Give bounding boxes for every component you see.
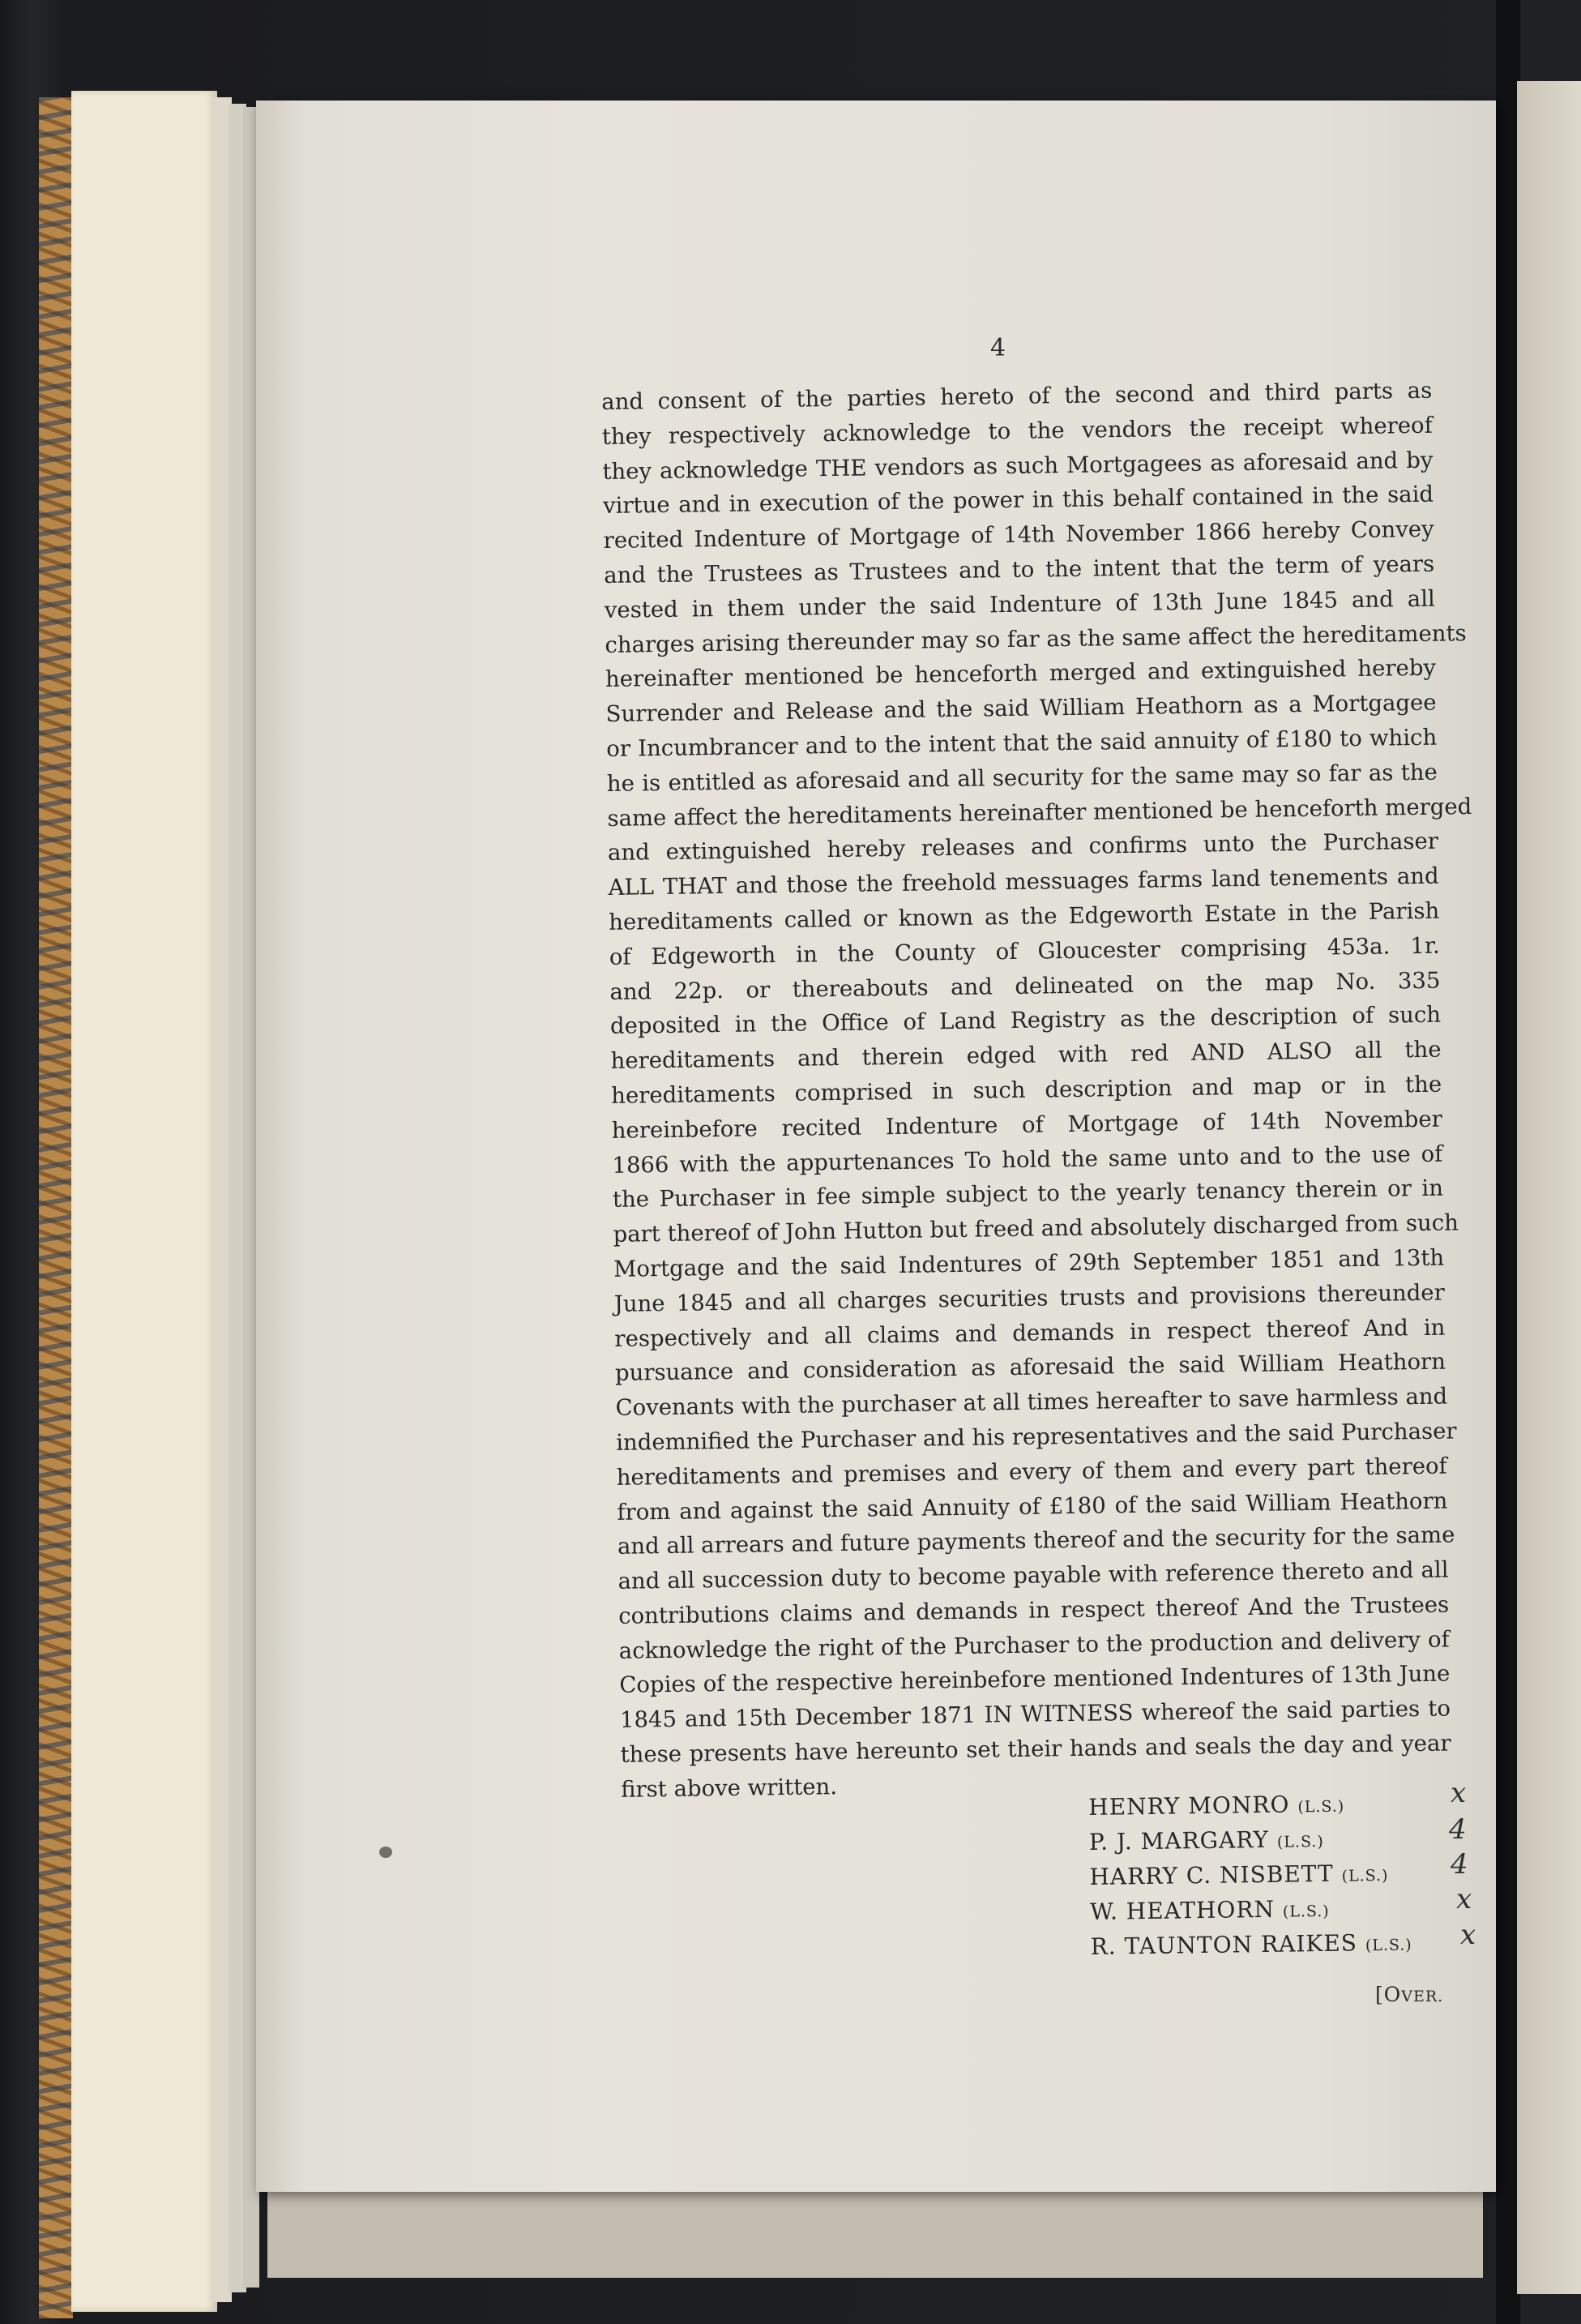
text-line: Covenants with the purchaser at all times hereafter to save harmless and — [615, 1383, 1448, 1421]
seal-mark: (L.S.) — [1341, 1866, 1389, 1885]
text-line: he is entitled as aforesaid and all security for the same may so far as the — [606, 759, 1438, 797]
text-line: Surrender and Release and the said William Heathorn as a Mortgagee — [605, 689, 1437, 728]
signatory-name: HENRY MONRO — [1088, 1791, 1290, 1821]
text-line: Copies of the respective hereinbefore mentioned Indentures of 13th June — [619, 1661, 1451, 1699]
next-leaf-edge — [1517, 81, 1581, 2294]
ink-smudge — [379, 1847, 392, 1858]
signature-line — [1089, 1855, 1412, 1894]
underlying-leaf — [267, 2189, 1483, 2278]
signature-line — [1090, 1890, 1412, 1929]
text-line: virtue and in execution of the power in this behalf contained in the said — [602, 481, 1434, 520]
text-line: part thereof of John Hutton but freed and absolutely discharged from such — [613, 1209, 1459, 1248]
text-line: and extinguished hereby releases and confirms unto the Purchaser — [607, 828, 1439, 867]
catchword — [1375, 1983, 1443, 2006]
text-line: indemnified the Purchaser and his representatives and the said Purchaser — [615, 1418, 1457, 1456]
signatory-name: P. J. MARGARY — [1088, 1825, 1270, 1855]
text-line: hereditaments and therein edged with red AND ALSO all the — [610, 1036, 1442, 1075]
text-line: 1866 with the appurtenances To hold the same unto and to the use of — [612, 1141, 1443, 1179]
catchword-bracket: [ — [1375, 1983, 1384, 2006]
signatory-name: R. TAUNTON RAIKES — [1090, 1929, 1358, 1960]
text-line: pursuance and consideration as aforesaid the said William Heathorn — [614, 1348, 1446, 1387]
tick-mark: x — [1460, 1919, 1476, 1951]
text-line: acknowledge the right of the Purchaser to the production and delivery of — [618, 1626, 1450, 1664]
text-line: 1845 and 15th December 1871 IN WITNESS whereof the said parties to — [619, 1695, 1451, 1734]
flyleaf — [71, 91, 217, 2312]
text-line: vested in them under the said Indenture of 13th June 1845 and all — [604, 585, 1436, 623]
text-line: of Edgeworth in the County of Gloucester comprising 453a. 1r. — [609, 932, 1440, 970]
text-line: from and against the said Annuity of £180 of the said William Heathorn — [617, 1487, 1448, 1526]
text-line: they respectively acknowledge to the vendors the receipt whereof — [601, 412, 1434, 450]
text-line: respectively and all claims and demands in respect thereof And in — [614, 1314, 1446, 1352]
text-line: the Purchaser in fee simple subject to the yearly tenancy therein or in — [612, 1175, 1444, 1213]
deed-body-text — [601, 374, 1472, 1808]
text-line: first above written. — [620, 1773, 838, 1803]
text-line: and all arrears and future payments thereof and the security for the same — [617, 1522, 1455, 1560]
text-line: contributions claims and demands in respect thereof And the Trustees — [617, 1591, 1450, 1629]
text-line: deposited in the Office of Land Registry as the description of such — [609, 1001, 1442, 1040]
tick-mark: 4 — [1449, 1813, 1467, 1846]
text-line: June 1845 and all charges securities trusts and provisions thereunder — [613, 1279, 1445, 1317]
page-number: 4 — [990, 334, 1006, 362]
text-line: they acknowledge THE vendors as such Mortgagees as aforesaid and by — [602, 447, 1434, 485]
tick-mark: x — [1451, 1777, 1467, 1809]
marbled-board-edge — [39, 97, 73, 2318]
text-line: Mortgage and the said Indentures of 29th September 1851 and 13th — [613, 1244, 1445, 1282]
signatory-name: W. HEATHORN — [1089, 1895, 1275, 1925]
signature-block — [1088, 1785, 1412, 1964]
text-line: charges arising thereunder may so far as the same affect the hereditaments — [605, 619, 1467, 658]
signatory-name: HARRY C. NISBETT — [1089, 1860, 1334, 1890]
text-line: ALL THAT and those the freehold messuages farms land tenements and — [608, 862, 1439, 901]
tick-mark: 4 — [1451, 1848, 1468, 1881]
text-line: and 22p. or thereabouts and delineated on the map No. 335 — [609, 967, 1441, 1005]
text-line: hereinafter mentioned be henceforth merged and extinguished hereby — [605, 655, 1437, 693]
text-line: and consent of the parties hereto of the second and third parts as — [601, 377, 1433, 415]
signature-line — [1089, 1820, 1412, 1860]
seal-mark: (L.S.) — [1297, 1797, 1345, 1817]
seal-mark: (L.S.) — [1276, 1832, 1324, 1851]
text-line: hereditaments comprised in such description and map or in the — [611, 1071, 1442, 1109]
text-line: hereditaments and premises and every of them and every part thereof — [616, 1453, 1447, 1491]
tick-mark: x — [1456, 1883, 1472, 1915]
seal-mark: (L.S.) — [1365, 1936, 1412, 1955]
catchword-rest: VER. — [1401, 1988, 1444, 2005]
text-line: and the Trustees as Trustees and to the intent that the term of years — [604, 550, 1435, 588]
seal-mark: (L.S.) — [1282, 1902, 1330, 1921]
signature-line — [1090, 1924, 1412, 1964]
text-line: hereditaments called or known as the Edgeworth Estate in the Parish — [609, 897, 1440, 935]
text-line: or Incumbrancer and to the intent that the said annuity of £180 to which — [606, 724, 1438, 762]
text-line: hereinbefore recited Indenture of Mortgage of 14th November — [611, 1106, 1442, 1144]
catchword-initial: O — [1383, 1983, 1402, 2006]
signature-line — [1088, 1785, 1411, 1825]
text-line: these presents have hereunto set their hands and seals the day and year — [620, 1730, 1451, 1768]
text-line: and all succession duty to become payable with reference thereto and all — [617, 1556, 1449, 1594]
text-line: same affect the hereditaments hereinafter mentioned be henceforth merged — [607, 793, 1472, 832]
text-line: recited Indenture of Mortgage of 14th November 1866 hereby Convey — [603, 516, 1434, 554]
